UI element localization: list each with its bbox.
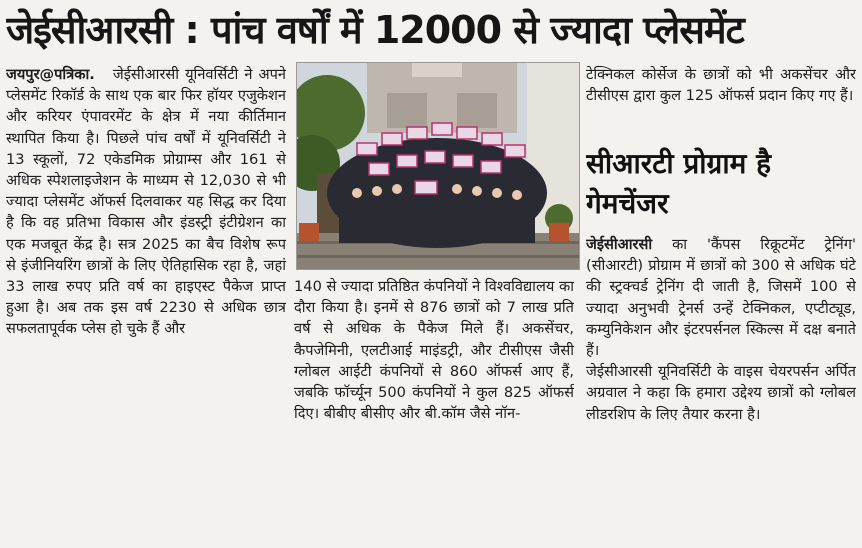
photo-step-line-2 (297, 255, 579, 258)
face (392, 184, 402, 194)
placard (382, 133, 402, 145)
placard (482, 133, 502, 145)
face (452, 184, 462, 194)
placard (415, 181, 437, 194)
photo-window-right (457, 93, 497, 128)
face (492, 188, 502, 198)
article-text-col3-top: टेक्निकल कोर्सेज के छात्रों को भी अकसेंचर और टीसीएस द्वारा कुल 125 ऑफर्स प्रदान किए गए हैं। (586, 66, 856, 105)
placard (453, 155, 473, 167)
face (352, 188, 362, 198)
placard (369, 163, 389, 175)
dateline: जयपुर@पत्रिका. (6, 66, 95, 83)
placard (357, 143, 377, 155)
face (372, 186, 382, 196)
placard (407, 127, 427, 139)
article-paragraph-1 (6, 64, 286, 340)
photo-building-sign (412, 63, 462, 77)
article-column-2 (294, 276, 574, 544)
group-photo-illustration (297, 63, 579, 269)
subheading: सीआरटी प्रोग्राम है गेमचेंजर (586, 147, 771, 220)
lead-word: जेईसीआरसी (586, 236, 653, 253)
headline: जेईसीआरसी : पांच वर्षों में 12000 से ज्यादा प्लेसमेंट (6, 8, 744, 52)
placard (457, 127, 477, 139)
photo-window-left (387, 93, 427, 128)
placard (505, 145, 525, 157)
face (472, 186, 482, 196)
article-column-3-top (586, 64, 856, 140)
article-paragraph-crt (586, 234, 856, 361)
article-column-1 (6, 64, 286, 542)
article-text-crt: का 'कैंपस रिक्रूटमेंट ट्रेनिंग' (सीआरटी) प्रोग्राम में छात्रों को 300 से अधिक घंटे की स्ट्रक्चर्ड ट्रेनिंग दी जाती है, जिसमें 100 से ज्यादा अनुभवी ट्रेनर्स उन्हें टेक्निकल, एप्टीट्यूड, कम्युनिकेशन और इंटरपर्सनल स्किल्स में दक्ष बनाते हैं। (586, 236, 856, 360)
article-column-3 (586, 234, 856, 544)
photo-pot-left (299, 223, 319, 241)
article-text-col2: 140 से ज्यादा प्रतिष्ठित कंपनियों ने विश्वविद्यालय का दौरा किया है। इनमें से 876 छात्रों को 7 लाख प्रति वर्ष से अधिक के पैकेज मिले हैं। अकसेंचर, कैपजेमिनी, एलटीआई माइंडट्री, और टीसीएस जैसी ग्लोबल आईटी कंपनियों से 860 ऑफर्स आए हैं, जबकि फॉर्च्यून 500 कंपनियों ने कुल 825 ऑफर्स दिए। बीबीए बीसीए और बी.कॉम जैसे नॉन- (294, 278, 574, 423)
face (512, 190, 522, 200)
article-text-quote: जेईसीआरसी यूनिवर्सिटी के वाइस चेयरपर्सन अर्पित अग्रवाल ने कहा कि हमारा उद्देश्य छात्रों को ग्लोबल लीडरशिप के लिए तैयार करना है। (586, 363, 856, 423)
article-text-col1: जेईसीआरसी यूनिवर्सिटी ने अपने प्लेसमेंट रिकॉर्ड के साथ एक बार फिर हॉयर एजुकेशन और करियर एंपावरमेंट के क्षेत्र में नया कीर्तिमान स्थापित किया है। पिछले पांच वर्षों में यूनिवर्सिटी ने 13 स्कूलों, 72 एकेडमिक प्रोग्राम्स और 161 से अधिक स्पेशलाइजेशन के माध्यम से 12,030 से भी ज्यादा प्लेसमेंट ऑफर्स दिलवाकर यह सिद्ध कर दिया है कि वह प्रतिभा विकास और इंडस्ट्री इंटीग्रेशन का एक मजबूत केंद्र है। सत्र 2025 का बैच विशेष रूप से इंजीनियरिंग छात्रों के लिए ऐतिहासिक रहा है, जहां 33 लाख रुपए प्रति वर्ष का हाइएस्ट पैकेज प्राप्त हुआ है। अब तक इस वर्ष 2230 से अधिक छात्र सफलतापूर्वक प्लेस हो चुके हैं और (6, 66, 286, 338)
placard (425, 151, 445, 163)
placard (397, 155, 417, 167)
placard (481, 161, 501, 173)
placard (432, 123, 452, 135)
photo-pot-right (549, 223, 569, 241)
article-photo (296, 62, 580, 270)
